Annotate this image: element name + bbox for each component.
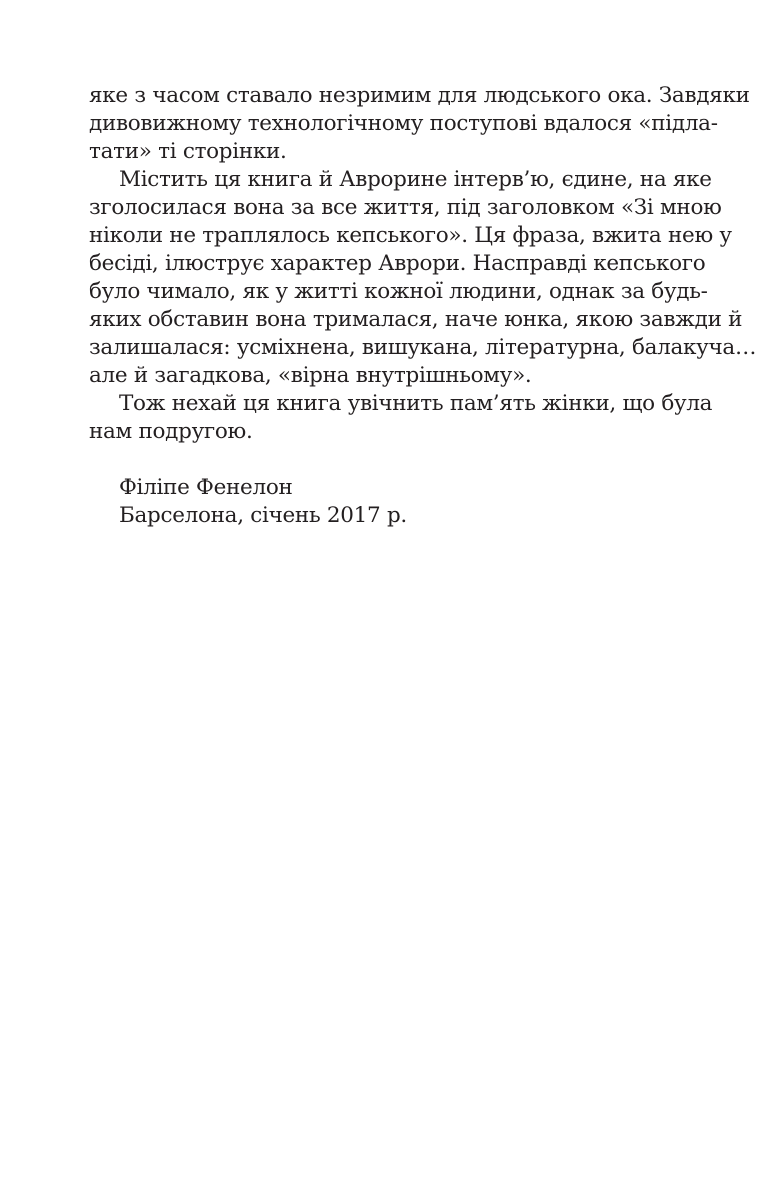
- text-line: яке з часом ставало незримим для людського ока. Завдяки: [89, 83, 750, 108]
- signature-block: [89, 474, 674, 530]
- text-line: дивовижному технологічному поступові вдалося «підла-: [89, 111, 718, 136]
- paragraph-1: [89, 82, 750, 166]
- text-line: ніколи не траплялось кепського». Ця фраза, вжита нею у: [89, 223, 732, 248]
- text-line: бесіді, ілюструє характер Аврори. Насправді кепського: [89, 251, 706, 276]
- text-line: яких обставин вона трималася, наче юнка, якою завжди й: [89, 307, 743, 332]
- signature-place-date: Барселона, січень 2017 р.: [119, 503, 407, 528]
- page-body: [89, 82, 757, 530]
- paragraph-2: [89, 166, 757, 390]
- text-line: зголосилася вона за все життя, під заголовком «Зі мною: [89, 195, 722, 220]
- text-line: але й загадкова, «вірна внутрішньому».: [89, 363, 532, 388]
- text-line: нам подругою.: [89, 419, 253, 444]
- text-line: залишалася: усміхнена, вишукана, літературна, балакуча…: [89, 335, 757, 360]
- text-line: було чимало, як у житті кожної людини, однак за будь-: [89, 279, 708, 304]
- text-line: тати» ті сторінки.: [89, 139, 287, 164]
- signature-author: Філіпе Фенелон: [119, 475, 293, 500]
- text-line: Тож нехай ця книга увічнить пам’ять жінки, що була: [119, 391, 713, 416]
- paragraph-3: [89, 390, 713, 446]
- text-line: Містить ця книга й Аврорине інтерв’ю, єдине, на яке: [119, 167, 712, 192]
